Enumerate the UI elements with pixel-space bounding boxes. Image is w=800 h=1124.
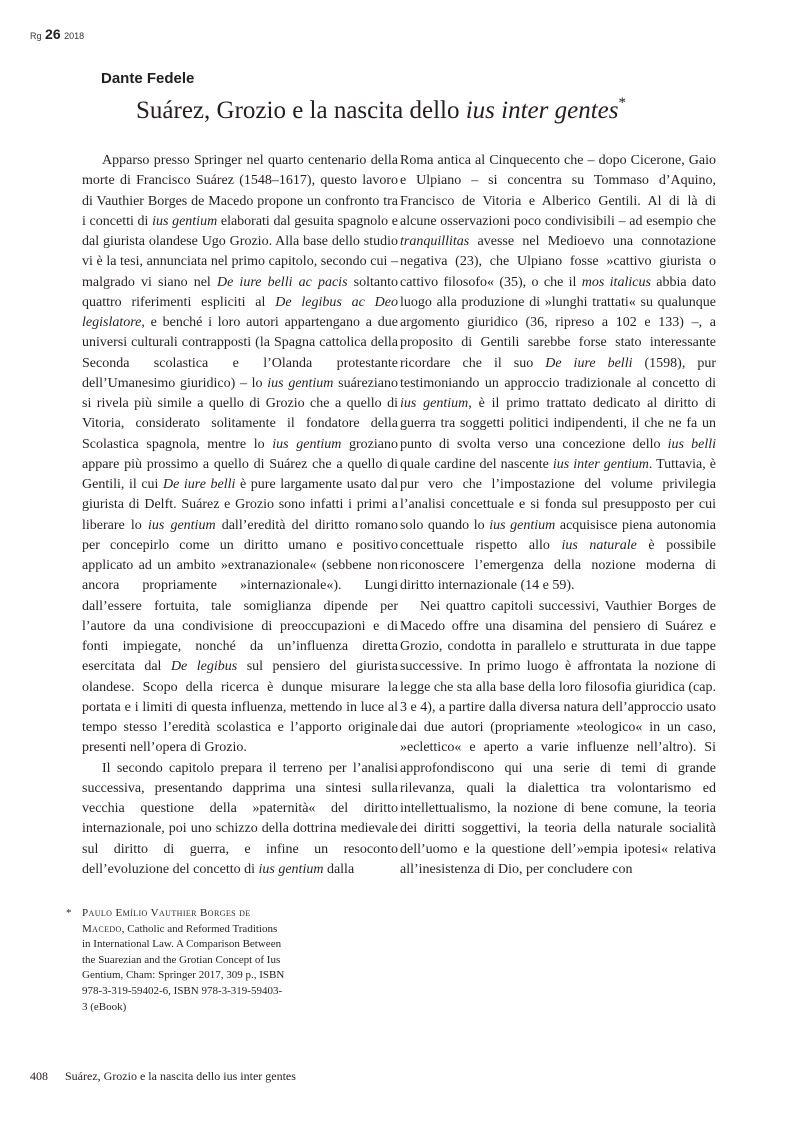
- text-run: è pure largamente usato dal giurista di Delft. Suárez e Grozio sono infatti i primi a liberare lo: [82, 477, 398, 533]
- italic-term: De legibus: [170, 659, 238, 675]
- issue-year: 2018: [64, 31, 85, 41]
- footnote-marker: *: [66, 907, 72, 919]
- body-column-left: [82, 151, 398, 880]
- text-run: , e benché i loro autori appartengano a due universi culturali contrapposti (la Spagna cattolica della Seconda scolastica e l’Olanda protestante dell’Umanesimo giuridico) – lo: [82, 315, 398, 391]
- article-author: Dante Fedele: [101, 70, 195, 87]
- journal-issue-mark: [30, 26, 84, 42]
- text-run: quale cardine del nascente: [400, 456, 553, 472]
- paragraph: [400, 597, 716, 881]
- italic-term: ius gentium: [267, 375, 334, 391]
- text-run: è possibile riconoscere l’emergenza della nozione moderna di diritto internazionale (14 e 59).: [400, 537, 716, 594]
- text-run: abbia dato luogo alla produzione di »lunghi trattati« su qualunque argomento giuridico (36, ripreso a 102 e 133) –, a proposito di Gentili sarebbe forse stato interessante ricordare che il suo: [400, 274, 717, 371]
- italic-term: ius gentium: [489, 517, 556, 533]
- italic-term: ius gentium: [258, 861, 324, 877]
- text-run: Apparso presso Springer nel quarto centenario della morte di Francisco Suárez (1548–1617), questo lavoro di Vauthier Borges de Macedo propone un confronto tra i concetti di: [82, 153, 398, 229]
- text-run: dalla: [323, 861, 355, 877]
- text-run: , è il primo trattato dedicato al diritto di guerra tra soggetti politici indipendenti, il che ne fa un punto di svolta verso una concezione dello: [400, 396, 716, 452]
- italic-term: mos italicus: [581, 274, 651, 290]
- issue-number: 26: [45, 26, 61, 42]
- title-footnote-mark: *: [618, 95, 626, 111]
- text-run: Il secondo capitolo prepara il terreno per l’analisi successiva, presentando dapprima una sintesi sulla vecchia questione della »paternità« del diritto internazionale, poi uno schizzo della dottrina medievale sul diritto di guerra, e infine un resoconto dell’evoluzione del concetto di: [82, 760, 398, 877]
- footnote-citation: , Catholic and Reformed Traditions in International Law. A Comparison Between the Suarezian and the Grotian Concept of Ius Gentium, Cham: Springer 2017, 309 p., ISBN 978-3-319-59402-6, ISBN 978-3-319-59403-3 (eBook): [82, 922, 285, 1013]
- italic-term: ius belli: [667, 436, 716, 452]
- italic-term: tranquillitas: [400, 234, 470, 249]
- footnote: [66, 906, 286, 1015]
- title-italic-text: ius inter gentes: [465, 97, 619, 124]
- text-run: Roma antica al Cinquecento che – dopo Cicerone, Gaio e Ulpiano – si concentra su Tommaso d’Aquino, Francisco de Vitoria e Alberico Gentili. Al di là di alcune osservazioni poco condivisibili – ad esempio che: [400, 153, 716, 229]
- italic-term: ius gentium: [147, 517, 216, 533]
- paragraph: [82, 759, 398, 881]
- footnote-body: [82, 906, 286, 1015]
- text-run: sul pensiero del giurista olandese. Scopo della ricerca è dunque misurare la portata e i limiti di questa influenza, mettendo in luce al tempo stesso l’eredità scolastica e l’apporto originale presenti nell’opera di Grozio.: [82, 659, 399, 756]
- text-run: suáreziano si rivela più simile a quello di Grozio che a quello di Vitoria, considerato solitamente il fondatore della Scolastica spagnola, mentre lo: [82, 375, 398, 452]
- text-run: soltanto quattro riferimenti espliciti al: [82, 274, 398, 310]
- running-title: Suárez, Grozio e la nascita dello ius inter gentes: [65, 1069, 296, 1083]
- text-run: groziano appare più prossimo a quello di Suárez che a quello di Gentili, il cui: [82, 436, 398, 492]
- paragraph: [82, 151, 398, 759]
- italic-term: ius inter gentium: [552, 456, 649, 472]
- italic-term: De iure belli ac pacis: [216, 274, 348, 290]
- italic-term: ius naturale: [561, 537, 637, 553]
- text-run: (1598), pur testimoniando un approccio tradizionale al concetto di: [400, 355, 716, 391]
- page-footer: [30, 1069, 296, 1084]
- journal-abbrev: Rg: [30, 31, 42, 41]
- article-title: [136, 96, 626, 126]
- italic-term: ius gentium: [400, 396, 469, 411]
- text-run: avesse nel Medioevo una connotazione negativa (23), che Ulpiano fosse »cattivo giurista o cattivo filosofo« (35), o che il: [400, 234, 716, 290]
- text-run: Nei quattro capitoli successivi, Vauthier Borges de Macedo offre una disamina del pensiero di Suárez e Grozio, condotta in parallelo e strutturata in due tappe successive. In primo luogo è affrontata la nozione di legge che sta alla base della loro filosofia giuridica (cap. 3 e 4), a partire dalla diversa natura dell’approccio usato dai due autori (propriamente »teologico« in un caso, »eclettico« e aperto a varie influenze nell’altro). Si approfondiscono qui una serie di temi di grande rilevanza, quali la dialettica tra volontarismo ed intellettualismo, la nozione di bene comune, la teoria dei diritti soggettivi, la teoria della naturale socialità dell’uomo e la questione dell’»empia ipotesi« relativa all’inesistenza di Dio, per concludere con: [400, 598, 716, 877]
- italic-term: De iure belli: [545, 355, 633, 371]
- page-number: 408: [30, 1069, 48, 1083]
- text-run: dall’eredità del diritto romano per concepirlo come un diritto umano e positivo applicato ad un ambito »extranazionale« (sebbene non ancora propriamente »internazionale«). Lungi dall’essere fortuita, tale somiglianza dipende per l’autore da una condivisione di preoccupazioni e di fonti impiegate, nonché da un’influenza diretta esercitata dal: [82, 517, 399, 675]
- italic-term: ius gentium: [152, 213, 218, 229]
- footnote-author: Paulo Emílio Vauthier Borges de Macedo: [82, 907, 251, 935]
- text-run: elaborati dal gesuita spagnolo e dal giurista olandese Ugo Grozio. Alla base dello studio vi è la tesi, annunciata nel primo capitolo, secondo cui – malgrado vi siano nel: [82, 213, 398, 290]
- paragraph: [400, 151, 716, 597]
- title-text: Suárez, Grozio e la nascita dello: [136, 97, 466, 124]
- italic-term: ius gentium: [272, 436, 342, 452]
- body-column-right: [400, 151, 716, 880]
- italic-term: De iure belli: [163, 477, 236, 492]
- text-run: acquisisce piena autonomia concettuale rispetto allo: [400, 517, 716, 553]
- text-run: . Tuttavia, è pur vero che l’impostazione del volume privilegia l’analisi concettuale e si fonda sul presupposto per cui solo quando lo: [400, 456, 717, 533]
- italic-term: De legibus ac Deo legislatore: [82, 294, 398, 330]
